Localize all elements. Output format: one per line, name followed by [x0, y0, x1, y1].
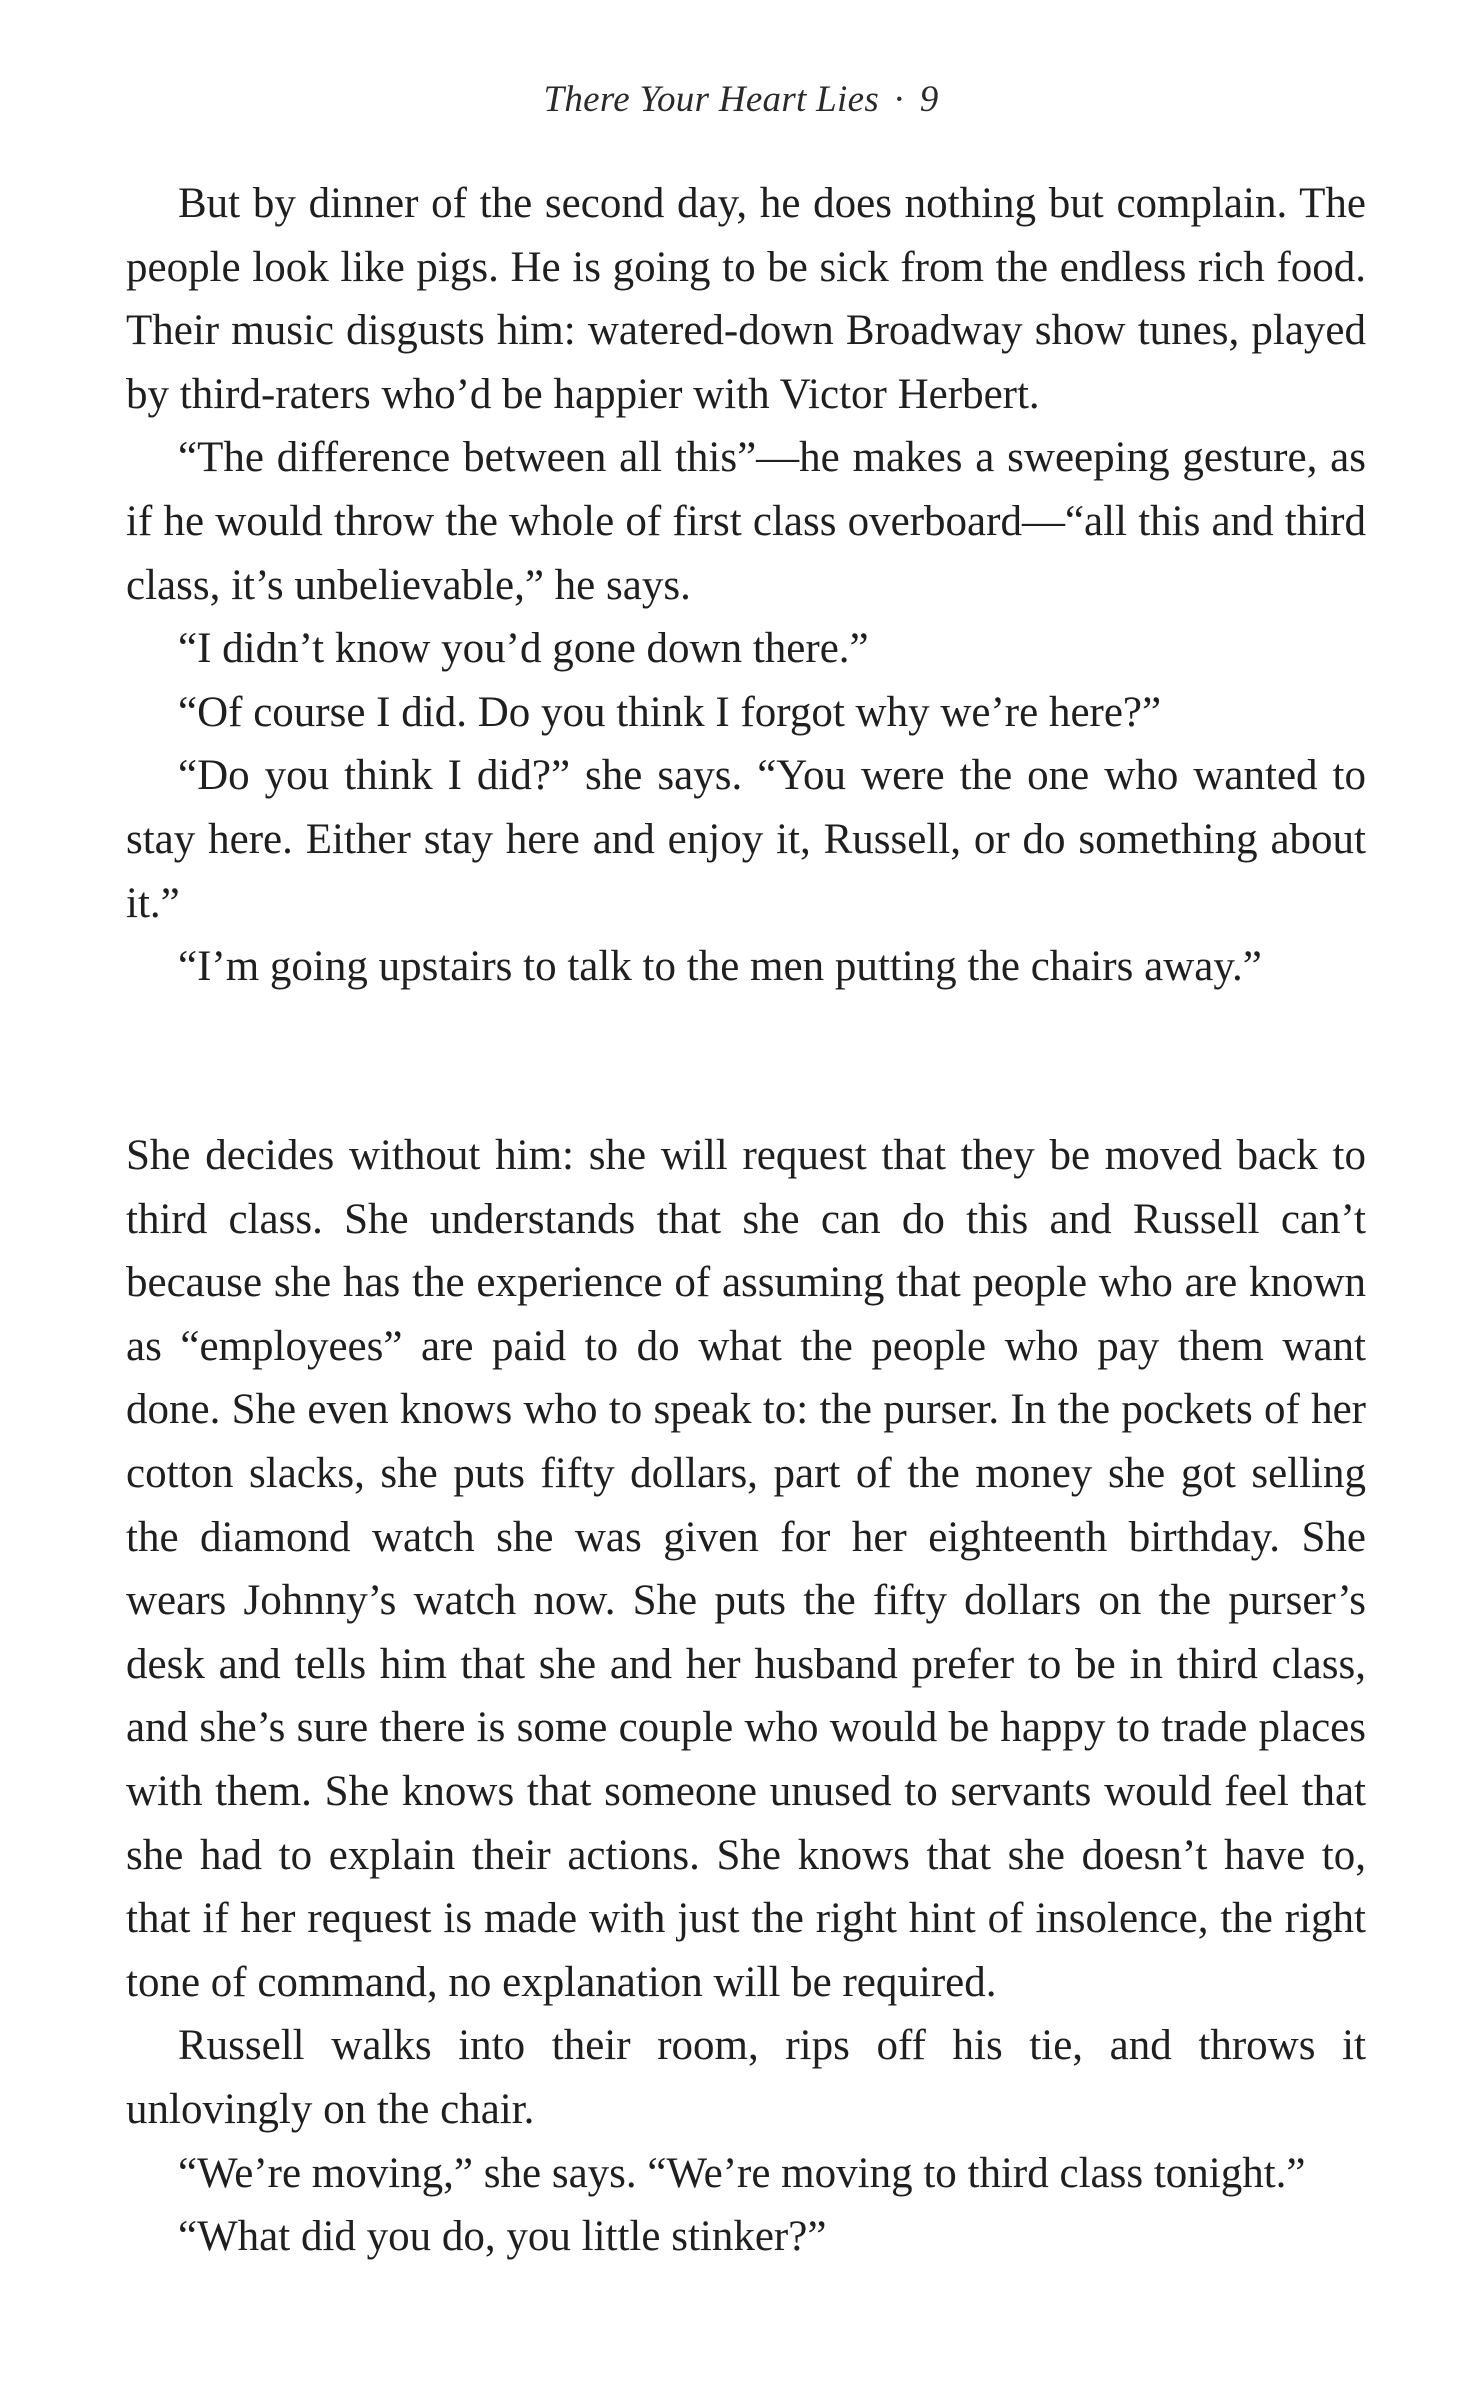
header-separator: ·: [893, 79, 906, 120]
paragraph: “I’m going upstairs to talk to the men putting the chairs away.”: [178, 943, 1262, 991]
paragraph: Russell walks into their room, rips off his tie, and throws it unlovingly on the chair.: [126, 2022, 1366, 2133]
running-head: [0, 78, 1482, 121]
paragraph: But by dinner of the second day, he does nothing but complain. The people look like pigs. He is going to be sick from the endless rich food. Their music disgusts him: watered-down Broadway show tunes, played by third-raters who’d be happier with Victor Herbert.: [126, 180, 1366, 418]
section-two: [126, 1124, 1366, 2269]
running-title: There Your Heart Lies: [543, 79, 880, 120]
paragraph: “Of course I did. Do you think I forgot why we’re here?”: [178, 688, 1162, 736]
paragraph: “What did you do, you little stinker?”: [178, 2213, 827, 2261]
page-number: 9: [919, 79, 939, 120]
section-one: [126, 172, 1366, 999]
section-opening-paragraph: She decides without him: she will request that they be moved back to third class. She understands that she can do this and Russell can’t because she has the experience of assuming that people who are known as “employees” are paid to do what the people who pay them want done. She even knows who to speak to: the purser. In the pockets of her cotton slacks, she puts fifty dollars, part of the money she got selling the diamond watch she was given for her eighteenth birthday. She wears Johnny’s watch now. She puts the fifty dollars on the purser’s desk and tells him that she and her husband prefer to be in third class, and she’s sure there is some couple who would be happy to trade places with them. She knows that someone unused to servants would feel that she had to explain their actions. She knows that she doesn’t have to, that if her request is made with just the right hint of insolence, the right tone of command, no explanation will be required.: [126, 1132, 1366, 2006]
paragraph: “We’re moving,” she says. “We’re moving to third class tonight.”: [178, 2149, 1306, 2197]
paragraph: “Do you think I did?” she says. “You were the one who wanted to stay here. Either stay here and enjoy it, Russell, or do something about it.”: [126, 752, 1366, 927]
paragraph: “The difference between all this”—he makes a sweeping gesture, as if he would throw the whole of first class overboard—“all this and third class, it’s unbelievable,” he says.: [126, 434, 1366, 609]
paragraph: “I didn’t know you’d gone down there.”: [178, 625, 869, 673]
